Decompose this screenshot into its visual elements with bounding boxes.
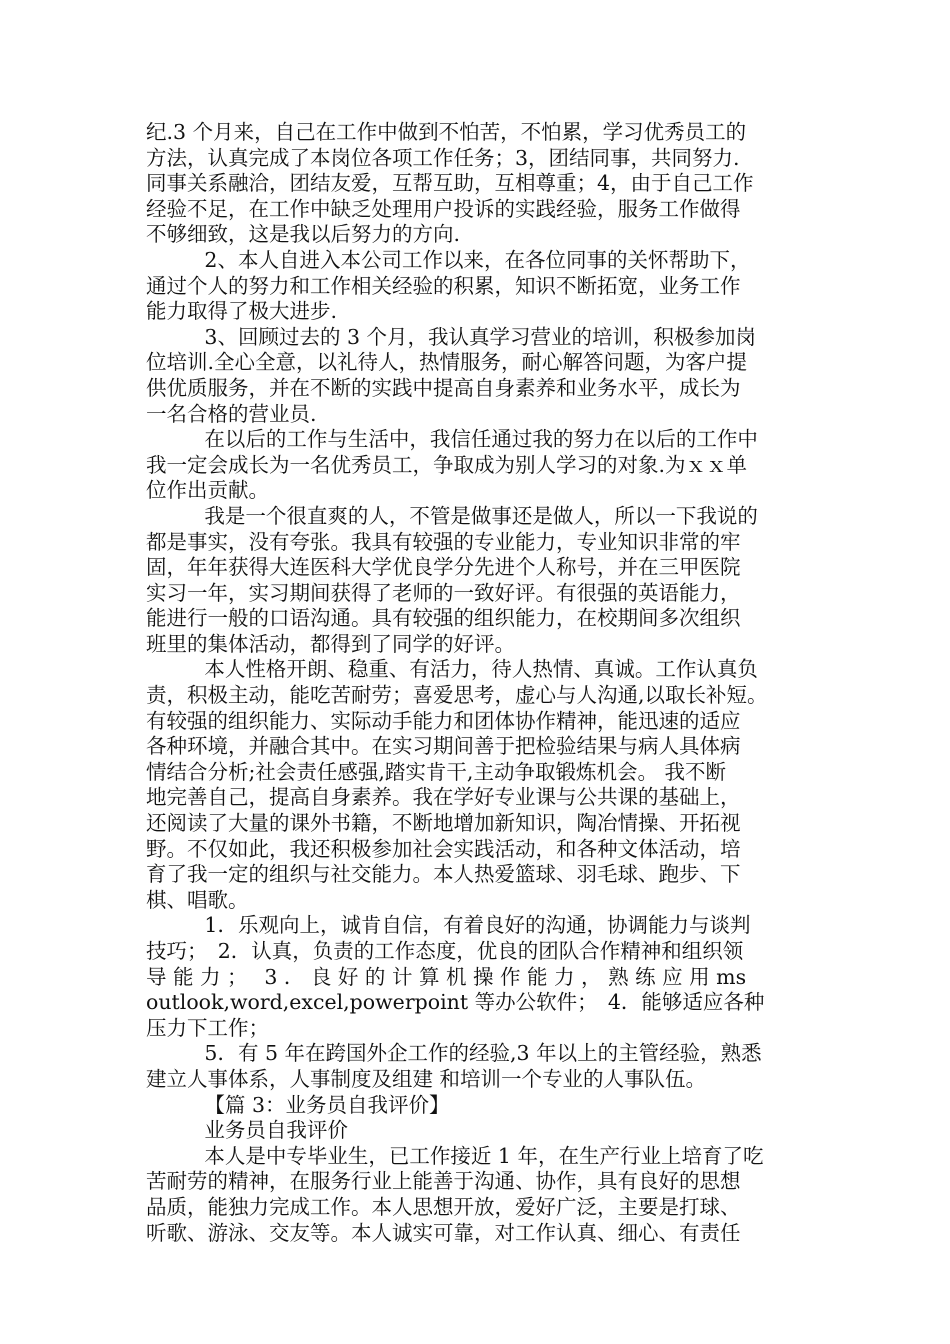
text-line: 各种环境，并融合其中。在实习期间善于把检验结果与病人具体病	[146, 734, 741, 759]
text-line: 同事关系融洽，团结友爱，互帮互助，互相尊重；4，由于自己工作	[146, 171, 754, 196]
text-line: 有较强的组织能力、实际动手能力和团体协作精神，能迅速的适应	[146, 708, 741, 733]
text-line: 我是一个很直爽的人，不管是做事还是做人，所以一下我说的	[204, 503, 758, 528]
text-line: 还阅读了大量的课外书籍，不断地增加新知识，陶冶情操、开拓视	[146, 811, 741, 836]
text-line: 品质，能独力完成工作。本人思想开放，爱好广泛，主要是打球、	[146, 1194, 741, 1219]
text-line: 班里的集体活动，都得到了同学的好评。	[146, 631, 515, 656]
text-line: 本人是中专毕业生，已工作接近 1 年，在生产行业上培育了吃	[204, 1143, 764, 1168]
text-line: 实习一年，实习期间获得了老师的一致好评。有很强的英语能力，	[146, 580, 741, 605]
paragraph	[146, 504, 826, 658]
text-line: 地完善自己，提高自身素养。我在学好专业课与公共课的基础上，	[146, 785, 741, 810]
text-line: 一名合格的营业员.	[146, 401, 317, 426]
paragraph	[146, 325, 826, 427]
text-line: 导 能 力 ； 3 ． 良 好 的 计 算 机 操 作 能 力 ， 熟 练 应 用 ms	[146, 964, 747, 989]
text-line: 2、本人自进入本公司工作以来，在各位同事的关怀帮助下，	[204, 247, 751, 272]
text-line: 情结合分析;社会责任感强,踏实肯干,主动争取锻炼机会。 我不断	[146, 759, 726, 784]
paragraph	[146, 1144, 826, 1246]
paragraph	[146, 657, 826, 913]
text-line: 本人性格开朗、稳重、有活力，待人热情、真诚。工作认真负	[204, 657, 758, 682]
paragraph	[146, 427, 826, 504]
paragraph	[146, 248, 826, 325]
text-line: 供优质服务，并在不断的实践中提高自身素养和业务水平，成长为	[146, 375, 741, 400]
text-line: 我一定会成长为一名优秀员工，争取成为别人学习的对象.为ｘｘ单	[146, 452, 748, 477]
text-line: 方法，认真完成了本岗位各项工作任务；3，团结同事，共同努力.	[146, 145, 740, 170]
text-line: 在以后的工作与生活中，我信任通过我的努力在以后的工作中	[204, 427, 758, 452]
text-line: 1．乐观向上，诚肯自信，有着良好的沟通，协调能力与谈判	[204, 913, 751, 938]
text-line: 通过个人的努力和工作相关经验的积累，知识不断拓宽，业务工作	[146, 273, 741, 298]
text-line: 建立人事体系，人事制度及组建 和培训一个专业的人事队伍。	[146, 1066, 707, 1091]
text-line: 【篇 3：业务员自我评价】	[204, 1092, 450, 1117]
text-line: 不够细致，这是我以后努力的方向.	[146, 222, 461, 247]
text-line: 5．有 5 年在跨国外企工作的经验,3 年以上的主管经验，熟悉	[204, 1041, 762, 1066]
paragraph	[146, 1118, 826, 1144]
text-line: 位作出贡献。	[146, 478, 269, 503]
paragraph	[146, 1093, 826, 1119]
text-line: 听歌、游泳、交友等。本人诚实可靠，对工作认真、细心、有责任	[146, 1220, 741, 1245]
text-line: 责，积极主动，能吃苦耐劳；喜爱思考，虚心与人沟通,以取长补短。	[146, 683, 768, 708]
text-line: 压力下工作；	[146, 1015, 269, 1040]
text-line: 能进行一般的口语沟通。具有较强的组织能力，在校期间多次组织	[146, 606, 741, 631]
text-line: 野。不仅如此，我还积极参加社会实践活动，和各种文体活动，培	[146, 836, 741, 861]
paragraph	[146, 1041, 826, 1092]
text-line: 育了我一定的组织与社交能力。本人热爱篮球、羽毛球、跑步、下	[146, 862, 741, 887]
text-line: 固，年年获得大连医科大学优良学分先进个人称号，并在三甲医院	[146, 555, 741, 580]
text-line: outlook,word,excel,powerpoint 等办公软件； 4．能够适应各种	[146, 990, 765, 1015]
text-line: 能力取得了极大进步.	[146, 299, 338, 324]
text-line: 纪.3 个月来，自己在工作中做到不怕苦，不怕累，学习优秀员工的	[146, 120, 747, 144]
text-line: 3、回顾过去的 3 个月，我认真学习营业的培训，积极参加岗	[204, 324, 757, 349]
text-line: 都是事实，没有夸张。我具有较强的专业能力，专业知识非常的牢	[146, 529, 741, 554]
text-line: 经验不足，在工作中缺乏处理用户投诉的实践经验，服务工作做得	[146, 196, 741, 221]
document-body	[146, 120, 826, 1246]
paragraph	[146, 120, 826, 248]
text-line: 棋、唱歌。	[146, 887, 249, 912]
text-line: 苦耐劳的精神，在服务行业上能善于沟通、协作，具有良好的思想	[146, 1169, 741, 1194]
text-line: 技巧； 2．认真，负责的工作态度，优良的团队合作精神和组织领	[146, 939, 744, 963]
text-line: 位培训.全心全意，以礼待人，热情服务，耐心解答问题，为客户提	[146, 350, 748, 375]
text-line: 业务员自我评价	[204, 1118, 348, 1143]
paragraph	[146, 913, 826, 1041]
